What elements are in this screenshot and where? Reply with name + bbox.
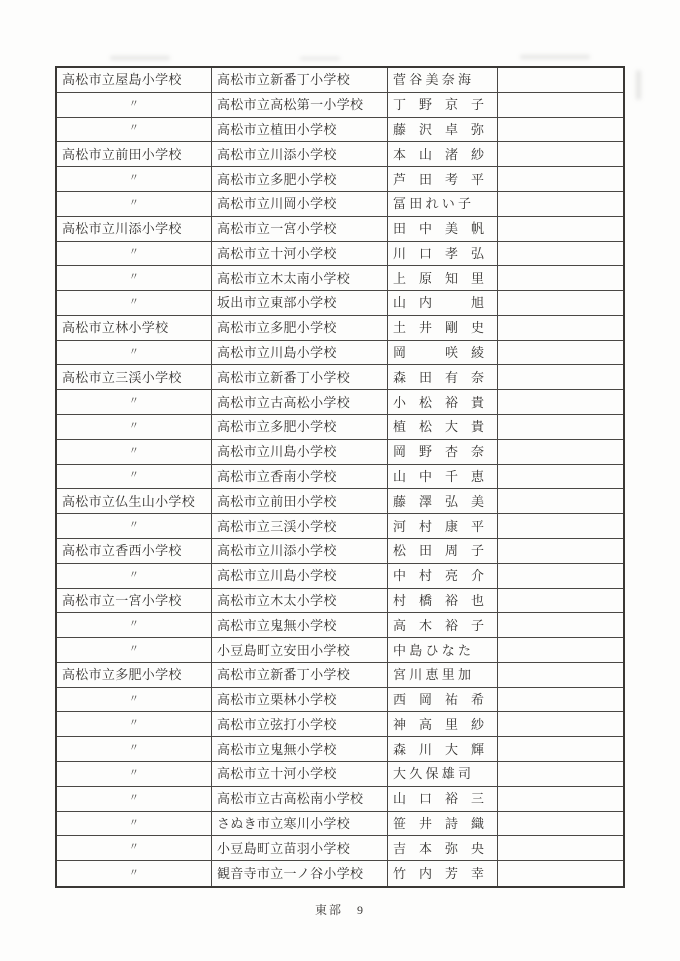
origin-school-cell: 〃 — [57, 812, 212, 837]
new-school-cell: 高松市立栗林小学校 — [212, 688, 388, 713]
new-school-cell: 高松市立古高松小学校 — [212, 390, 388, 415]
empty-cell — [498, 539, 623, 564]
empty-cell — [498, 341, 623, 366]
person-name-cell: 藤 沢 卓 弥 — [388, 118, 498, 143]
school-transfer-table — [55, 66, 625, 888]
empty-cell — [498, 613, 623, 638]
origin-school-cell: 〃 — [57, 167, 212, 192]
person-name-cell: 森 川 大 輝 — [388, 737, 498, 762]
person-name-cell: 菅 谷 美 奈 海 — [388, 68, 498, 93]
origin-school-cell: 〃 — [57, 118, 212, 143]
new-school-cell: 高松市立新番丁小学校 — [212, 68, 388, 93]
scan-artifact — [636, 70, 641, 100]
new-school-cell: さぬき市立寒川小学校 — [212, 812, 388, 837]
empty-cell — [498, 440, 623, 465]
new-school-cell: 高松市立川島小学校 — [212, 564, 388, 589]
origin-school-cell: 〃 — [57, 861, 212, 886]
empty-cell — [498, 365, 623, 390]
empty-cell — [498, 142, 623, 167]
person-name-cell: 上 原 知 里 — [388, 266, 498, 291]
person-name-cell: 神 高 里 紗 — [388, 712, 498, 737]
origin-school-cell: 〃 — [57, 836, 212, 861]
origin-school-cell: 〃 — [57, 712, 212, 737]
new-school-cell: 小豆島町立安田小学校 — [212, 638, 388, 663]
new-school-cell: 高松市立高松第一小学校 — [212, 93, 388, 118]
new-school-cell: 高松市立前田小学校 — [212, 489, 388, 514]
empty-cell — [498, 514, 623, 539]
empty-cell — [498, 564, 623, 589]
page-footer: 東部 9 — [314, 903, 365, 917]
empty-cell — [498, 663, 623, 688]
origin-school-cell: 高松市立仏生山小学校 — [57, 489, 212, 514]
new-school-cell: 高松市立木太小学校 — [212, 589, 388, 614]
person-name-cell: 岡 咲 綾 — [388, 341, 498, 366]
empty-cell — [498, 266, 623, 291]
empty-cell — [498, 242, 623, 267]
empty-cell — [498, 589, 623, 614]
new-school-cell: 高松市立新番丁小学校 — [212, 365, 388, 390]
person-name-cell: 芦 田 考 平 — [388, 167, 498, 192]
scan-artifact — [110, 56, 170, 60]
new-school-cell: 高松市立十河小学校 — [212, 762, 388, 787]
origin-school-cell: 〃 — [57, 291, 212, 316]
empty-cell — [498, 489, 623, 514]
empty-cell — [498, 762, 623, 787]
empty-cell — [498, 68, 623, 93]
empty-cell — [498, 688, 623, 713]
origin-school-cell: 〃 — [57, 787, 212, 812]
origin-school-cell: 高松市立林小学校 — [57, 316, 212, 341]
scan-artifact — [520, 55, 590, 59]
person-name-cell: 村 橋 裕 也 — [388, 589, 498, 614]
empty-cell — [498, 787, 623, 812]
origin-school-cell: 〃 — [57, 266, 212, 291]
origin-school-cell: 高松市立三渓小学校 — [57, 365, 212, 390]
origin-school-cell: 〃 — [57, 688, 212, 713]
empty-cell — [498, 291, 623, 316]
person-name-cell: 中 島 ひ な た — [388, 638, 498, 663]
new-school-cell: 高松市立木太南小学校 — [212, 266, 388, 291]
person-name-cell: 西 岡 祐 希 — [388, 688, 498, 713]
origin-school-cell: 〃 — [57, 440, 212, 465]
person-name-cell: 山 中 千 恵 — [388, 465, 498, 490]
person-name-cell: 笹 井 詩 織 — [388, 812, 498, 837]
new-school-cell: 高松市立多肥小学校 — [212, 316, 388, 341]
person-name-cell: 森 田 有 奈 — [388, 365, 498, 390]
person-name-cell: 河 村 康 平 — [388, 514, 498, 539]
new-school-cell: 高松市立香南小学校 — [212, 465, 388, 490]
new-school-cell: 高松市立古高松南小学校 — [212, 787, 388, 812]
origin-school-cell: 高松市立川添小学校 — [57, 217, 212, 242]
origin-school-cell: 高松市立一宮小学校 — [57, 589, 212, 614]
origin-school-cell: 〃 — [57, 762, 212, 787]
empty-cell — [498, 465, 623, 490]
new-school-cell: 坂出市立東部小学校 — [212, 291, 388, 316]
person-name-cell: 小 松 裕 貴 — [388, 390, 498, 415]
origin-school-cell: 〃 — [57, 638, 212, 663]
empty-cell — [498, 861, 623, 886]
empty-cell — [498, 812, 623, 837]
origin-school-cell: 〃 — [57, 390, 212, 415]
new-school-cell: 高松市立川島小学校 — [212, 341, 388, 366]
origin-school-cell: 〃 — [57, 737, 212, 762]
new-school-cell: 高松市立植田小学校 — [212, 118, 388, 143]
origin-school-cell: 高松市立多肥小学校 — [57, 663, 212, 688]
empty-cell — [498, 118, 623, 143]
empty-cell — [498, 167, 623, 192]
person-name-cell: 大 久 保 雄 司 — [388, 762, 498, 787]
origin-school-cell: 〃 — [57, 514, 212, 539]
new-school-cell: 高松市立弦打小学校 — [212, 712, 388, 737]
empty-cell — [498, 638, 623, 663]
person-name-cell: 冨 田 れ い 子 — [388, 192, 498, 217]
new-school-cell: 高松市立川岡小学校 — [212, 192, 388, 217]
person-name-cell: 竹 内 芳 幸 — [388, 861, 498, 886]
new-school-cell: 高松市立多肥小学校 — [212, 167, 388, 192]
origin-school-cell: 〃 — [57, 465, 212, 490]
origin-school-cell: 〃 — [57, 341, 212, 366]
person-name-cell: 吉 本 弥 央 — [388, 836, 498, 861]
person-name-cell: 川 口 孝 弘 — [388, 242, 498, 267]
new-school-cell: 高松市立川島小学校 — [212, 440, 388, 465]
origin-school-cell: 高松市立前田小学校 — [57, 142, 212, 167]
new-school-cell: 高松市立新番丁小学校 — [212, 663, 388, 688]
new-school-cell: 高松市立川添小学校 — [212, 142, 388, 167]
origin-school-cell: 高松市立香西小学校 — [57, 539, 212, 564]
empty-cell — [498, 316, 623, 341]
person-name-cell: 山 口 裕 三 — [388, 787, 498, 812]
person-name-cell: 山 内 旭 — [388, 291, 498, 316]
person-name-cell: 藤 澤 弘 美 — [388, 489, 498, 514]
new-school-cell: 高松市立十河小学校 — [212, 242, 388, 267]
origin-school-cell: 〃 — [57, 613, 212, 638]
new-school-cell: 高松市立鬼無小学校 — [212, 737, 388, 762]
person-name-cell: 松 田 周 子 — [388, 539, 498, 564]
empty-cell — [498, 836, 623, 861]
origin-school-cell: 〃 — [57, 415, 212, 440]
new-school-cell: 高松市立鬼無小学校 — [212, 613, 388, 638]
empty-cell — [498, 415, 623, 440]
empty-cell — [498, 217, 623, 242]
empty-cell — [498, 737, 623, 762]
person-name-cell: 宮 川 恵 里 加 — [388, 663, 498, 688]
origin-school-cell: 〃 — [57, 564, 212, 589]
new-school-cell: 小豆島町立苗羽小学校 — [212, 836, 388, 861]
new-school-cell: 高松市立多肥小学校 — [212, 415, 388, 440]
empty-cell — [498, 390, 623, 415]
person-name-cell: 中 村 亮 介 — [388, 564, 498, 589]
person-name-cell: 高 木 裕 子 — [388, 613, 498, 638]
origin-school-cell: 〃 — [57, 93, 212, 118]
origin-school-cell: 〃 — [57, 192, 212, 217]
new-school-cell: 高松市立川添小学校 — [212, 539, 388, 564]
empty-cell — [498, 93, 623, 118]
scan-artifact — [300, 57, 340, 60]
empty-cell — [498, 712, 623, 737]
origin-school-cell: 高松市立屋島小学校 — [57, 68, 212, 93]
person-name-cell: 土 井 剛 史 — [388, 316, 498, 341]
person-name-cell: 岡 野 杏 奈 — [388, 440, 498, 465]
person-name-cell: 丁 野 京 子 — [388, 93, 498, 118]
new-school-cell: 高松市立三渓小学校 — [212, 514, 388, 539]
person-name-cell: 植 松 大 貴 — [388, 415, 498, 440]
person-name-cell: 田 中 美 帆 — [388, 217, 498, 242]
new-school-cell: 観音寺市立一ノ谷小学校 — [212, 861, 388, 886]
origin-school-cell: 〃 — [57, 242, 212, 267]
person-name-cell: 本 山 渚 紗 — [388, 142, 498, 167]
new-school-cell: 高松市立一宮小学校 — [212, 217, 388, 242]
empty-cell — [498, 192, 623, 217]
